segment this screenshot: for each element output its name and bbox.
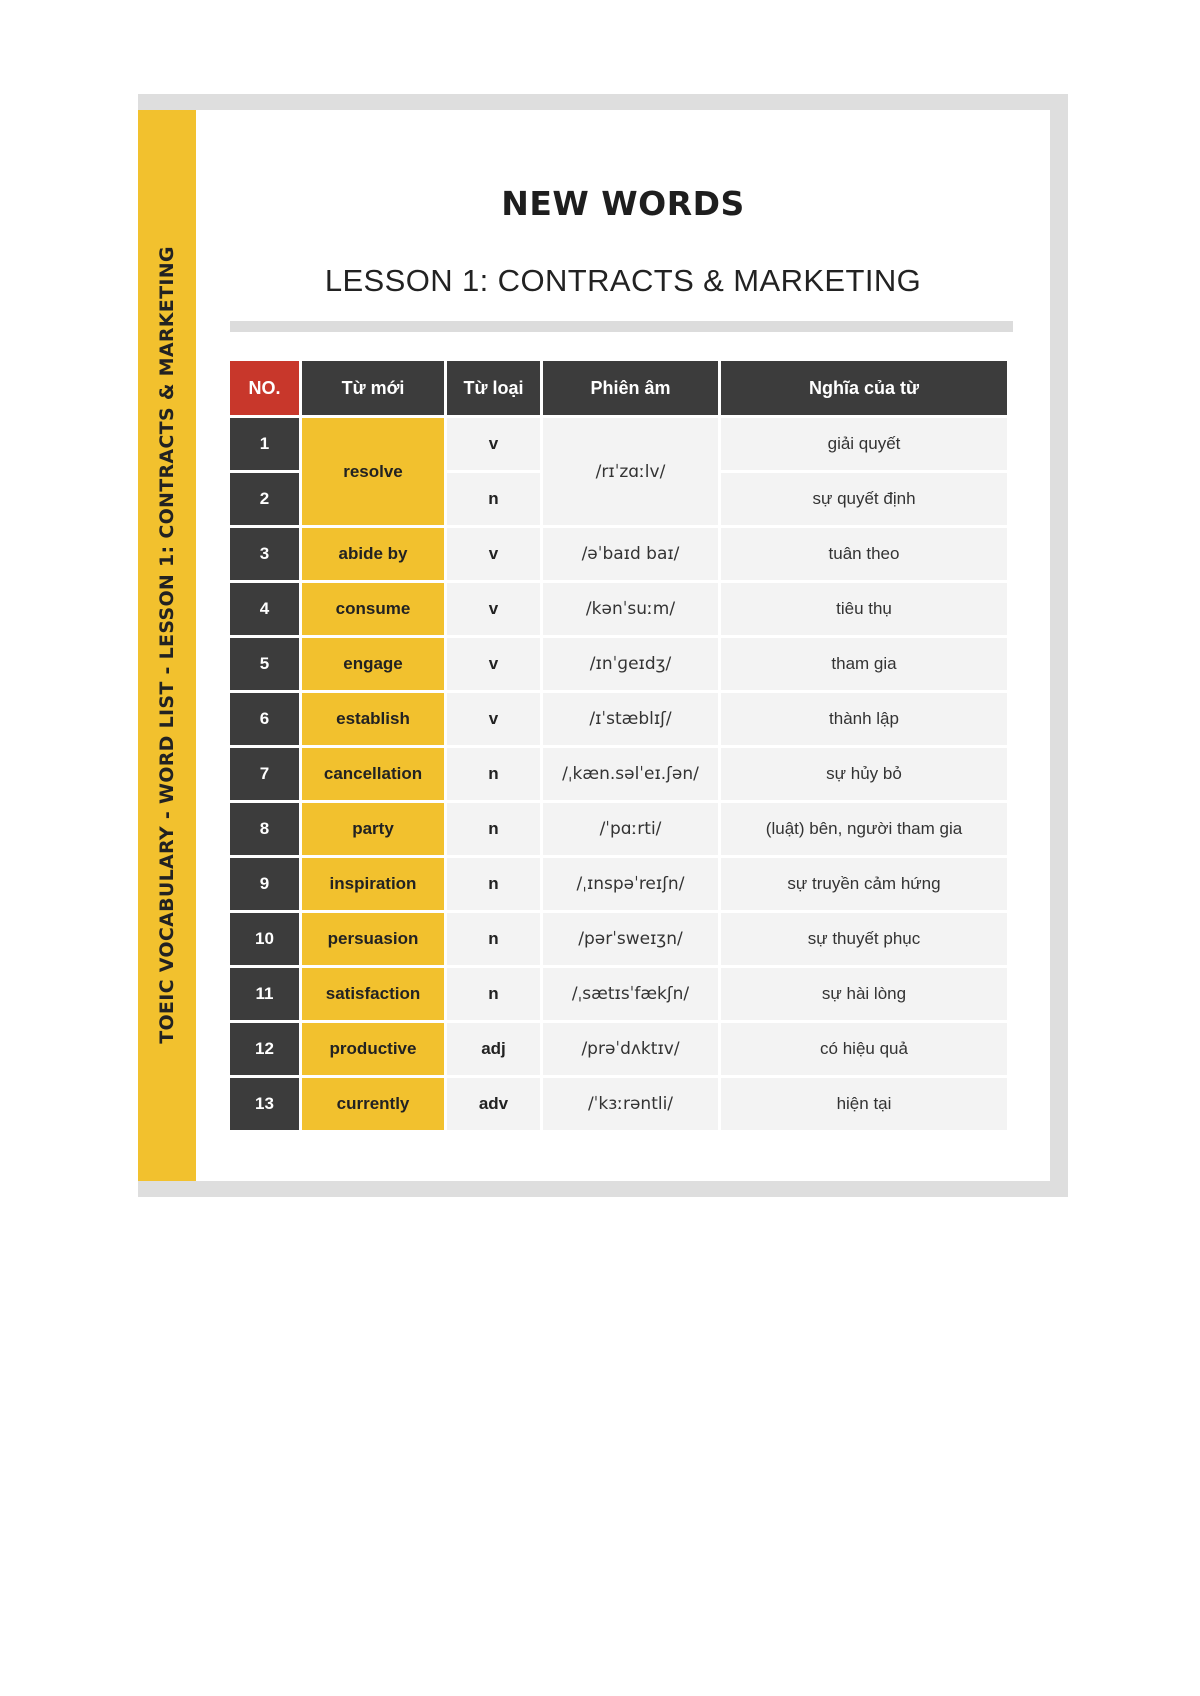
row-type: n [447, 968, 540, 1020]
row-ipa: /ˈpɑːrti/ [543, 803, 718, 855]
row-type: v [447, 528, 540, 580]
row-meaning: sự thuyết phục [721, 913, 1007, 965]
row-meaning: (luật) bên, người tham gia [721, 803, 1007, 855]
header-no: NO. [230, 361, 299, 415]
side-bar [138, 110, 196, 1181]
row-ipa: /ˌɪnspəˈreɪʃn/ [543, 858, 718, 910]
row-number: 7 [230, 748, 299, 800]
row-word: resolve [302, 418, 444, 525]
table-row [230, 913, 1007, 965]
row-meaning: sự quyết định [721, 473, 1007, 525]
row-number: 9 [230, 858, 299, 910]
row-word: persuasion [302, 913, 444, 965]
row-type: v [447, 418, 540, 470]
table-row [230, 693, 1007, 745]
header-ipa: Phiên âm [543, 361, 718, 415]
table-row [230, 528, 1007, 580]
row-ipa: /ˈkɜːrəntli/ [543, 1078, 718, 1130]
side-label: TOEIC VOCABULARY - WORD LIST - LESSON 1: CONTRACTS & MARKETING [156, 246, 178, 1044]
row-type: n [447, 858, 540, 910]
row-ipa: /əˈbaɪd baɪ/ [543, 528, 718, 580]
row-type: adj [447, 1023, 540, 1075]
row-meaning: sự truyền cảm hứng [721, 858, 1007, 910]
table-row [230, 968, 1007, 1020]
row-meaning: tuân theo [721, 528, 1007, 580]
row-word: abide by [302, 528, 444, 580]
row-number: 2 [230, 473, 299, 525]
vocabulary-table [227, 358, 1010, 1133]
row-meaning: tiêu thụ [721, 583, 1007, 635]
row-word: inspiration [302, 858, 444, 910]
row-number: 3 [230, 528, 299, 580]
table-row [230, 418, 1007, 470]
row-ipa: /ɪˈstæblɪʃ/ [543, 693, 718, 745]
row-ipa: /rɪˈzɑːlv/ [543, 418, 718, 525]
table-row [230, 803, 1007, 855]
row-type: v [447, 583, 540, 635]
divider [230, 321, 1013, 332]
row-meaning: sự hài lòng [721, 968, 1007, 1020]
header-type: Từ loại [447, 361, 540, 415]
row-word: party [302, 803, 444, 855]
row-type: v [447, 638, 540, 690]
row-type: n [447, 473, 540, 525]
row-number: 11 [230, 968, 299, 1020]
row-meaning: có hiệu quả [721, 1023, 1007, 1075]
row-meaning: hiện tại [721, 1078, 1007, 1130]
row-ipa: /ɪnˈɡeɪdʒ/ [543, 638, 718, 690]
row-meaning: tham gia [721, 638, 1007, 690]
row-word: productive [302, 1023, 444, 1075]
row-number: 6 [230, 693, 299, 745]
row-word: cancellation [302, 748, 444, 800]
row-type: n [447, 748, 540, 800]
table-row [230, 638, 1007, 690]
row-word: consume [302, 583, 444, 635]
row-ipa: /prəˈdʌktɪv/ [543, 1023, 718, 1075]
page-title: NEW WORDS [501, 184, 745, 223]
row-ipa: /pərˈsweɪʒn/ [543, 913, 718, 965]
row-meaning: thành lập [721, 693, 1007, 745]
row-type: v [447, 693, 540, 745]
row-number: 13 [230, 1078, 299, 1130]
lesson-subtitle: LESSON 1: CONTRACTS & MARKETING [324, 263, 922, 298]
table-header-row [230, 361, 1007, 415]
row-ipa: /ˌsætɪsˈfækʃn/ [543, 968, 718, 1020]
row-type: n [447, 913, 540, 965]
row-meaning: giải quyết [721, 418, 1007, 470]
row-number: 1 [230, 418, 299, 470]
header-meaning: Nghĩa của từ [721, 361, 1007, 415]
row-type: n [447, 803, 540, 855]
row-type: adv [447, 1078, 540, 1130]
row-number: 4 [230, 583, 299, 635]
table-row [230, 858, 1007, 910]
table-row [230, 748, 1007, 800]
worksheet-card [138, 110, 1050, 1181]
row-number: 8 [230, 803, 299, 855]
row-number: 5 [230, 638, 299, 690]
row-number: 12 [230, 1023, 299, 1075]
row-ipa: /ˌkæn.səlˈeɪ.ʃən/ [543, 748, 718, 800]
row-word: currently [302, 1078, 444, 1130]
row-word: establish [302, 693, 444, 745]
row-ipa: /kənˈsuːm/ [543, 583, 718, 635]
row-number: 10 [230, 913, 299, 965]
table-row [230, 583, 1007, 635]
table-row [230, 1078, 1007, 1130]
header-word: Từ mới [302, 361, 444, 415]
row-word: satisfaction [302, 968, 444, 1020]
row-word: engage [302, 638, 444, 690]
row-meaning: sự hủy bỏ [721, 748, 1007, 800]
table-row [230, 1023, 1007, 1075]
